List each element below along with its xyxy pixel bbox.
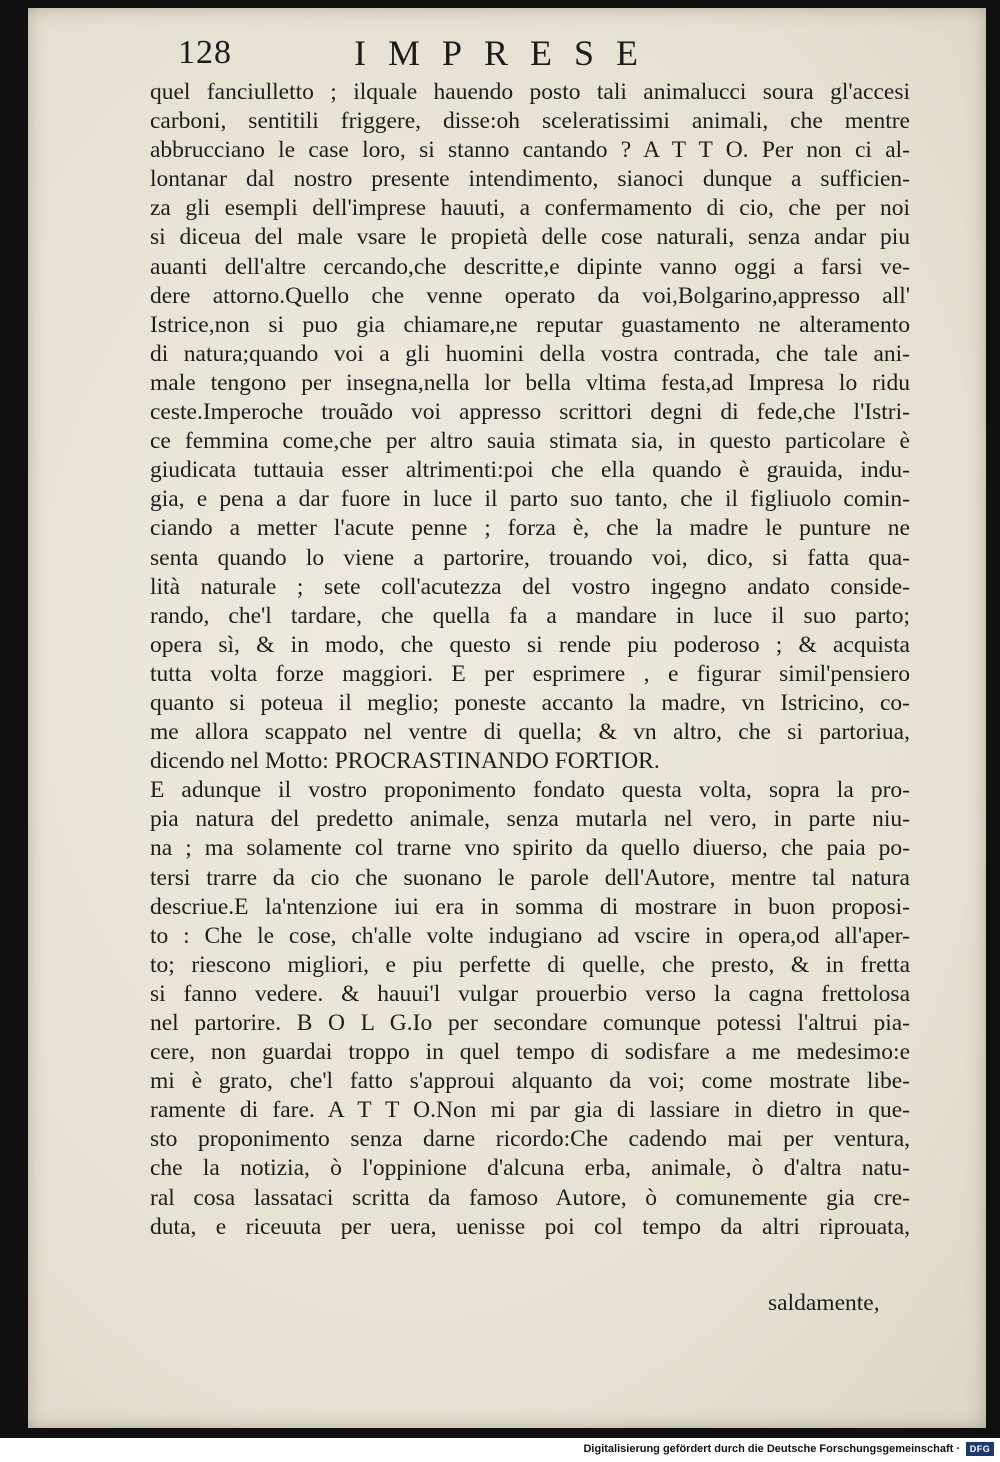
text-line: carboni, sentitili friggere, disse:oh sceleratissimi animali, che mentre: [150, 108, 910, 135]
running-head: [178, 28, 738, 78]
catchword: saldamente,: [768, 1290, 880, 1316]
text-line: auanti dell'altre cercando,che descritte,e dipinte vanno oggi a farsi ve-: [150, 253, 910, 280]
text-line: rando, che'l tardare, che quella fa a mandare in luce il suo parto;: [150, 602, 910, 629]
text-line: ce femmina come,che per altro sauia stimata sia, in questo particolare è: [150, 428, 910, 455]
text-line: lità naturale ; sete coll'acutezza del vostro ingegno andato conside-: [150, 573, 910, 600]
text-line: cere, non guardai troppo in quel tempo di sodisfare a me medesimo:e: [150, 1039, 910, 1066]
text-line: za gli esempli dell'imprese hauuti, a confermamento di cio, che per noi: [150, 195, 910, 222]
text-line: dicendo nel Motto: PROCRASTINANDO FORTIOR.: [150, 748, 660, 775]
text-line: opera sì, & in modo, che questo si rende piu poderoso ; & acquista: [150, 631, 910, 658]
text-line: giudicata tuttauia esser altrimenti:poi che ella quando è grauida, indu-: [150, 457, 910, 484]
text-line: si fanno vedere. & hauui'l vulgar prouerbio verso la cagna frettolosa: [150, 980, 910, 1007]
text-line: lontanar dal nostro presente intendimento, sianoci dunque a sufficien-: [150, 166, 910, 193]
text-line: nel partorire. B O L G.Io per secondare comunque potessi l'altrui pia-: [150, 1010, 910, 1036]
text-line: E adunque il vostro proponimento fondato questa volta, sopra la pro-: [150, 777, 910, 804]
text-line: quanto si poteua il meglio; poneste accanto la madre, vn Istricino, co-: [150, 689, 910, 716]
footer-bar: [0, 1438, 1000, 1462]
text-line: sto proponimento senza darne ricordo:Che cadendo mai per ventura,: [150, 1126, 910, 1153]
book-page: [28, 8, 986, 1428]
dfg-logo: DFG: [966, 1442, 994, 1456]
text-line: che la notizia, ò l'oppinione d'alcuna erba, animale, ò d'altra natu-: [150, 1155, 910, 1182]
text-line: mi è grato, che'l fatto s'approui alquanto da voi; come mostrate libe-: [150, 1068, 910, 1095]
text-line: to; riescono migliori, e piu perfette di quelle, che presto, & in fretta: [150, 951, 910, 978]
text-line: to : Che le cose, ch'alle volte indugiano ad vscire in opera,od all'aper-: [150, 922, 910, 949]
text-line: descriue.E la'ntenzione iui era in somma di mostrare in buon proposi-: [150, 893, 910, 920]
text-line: dere attorno.Quello che venne operato da voi,Bolgarino,appresso all': [150, 282, 910, 309]
funding-credit: Digitalisierung gefördert durch die Deutsche Forschungsgemeinschaft ·: [583, 1443, 960, 1455]
text-line: me allora scappato nel ventre di quella; & vn altro, che si partoriua,: [150, 719, 910, 746]
text-line: male tengono per insegna,nella lor bella vltima festa,ad Impresa lo ridu: [150, 369, 910, 396]
text-line: Istrice,non si puo gia chiamare,ne reputar guastamento ne alteramento: [150, 311, 910, 338]
text-line: abbrucciano le case loro, si stanno cantando ? A T T O. Per non ci al-: [150, 137, 910, 164]
page-number: 128: [178, 34, 232, 71]
text-line: ramente di fare. A T T O.Non mi par gia di lassiare in dietro in que-: [150, 1097, 910, 1124]
text-line: tutta volta forze maggiori. E per esprimere , e figurar simil'pensiero: [150, 660, 910, 687]
text-line: ral cosa lassataci scritta da famoso Autore, ò comunemente gia cre-: [150, 1184, 910, 1211]
text-line: senta quando lo viene a partorire, trouando voi, dico, si fatta qua-: [150, 544, 910, 571]
text-line: na ; ma solamente col trarne vno spirito da quello diuerso, che paia po-: [150, 835, 910, 862]
text-line: ciando a metter l'acute penne ; forza è, che la madre le punture ne: [150, 515, 910, 542]
text-line: si diceua del male vsare le propietà delle cose naturali, senza andar piu: [150, 224, 910, 251]
text-line: pia natura del predetto animale, senza mutarla nel vero, in parte niu-: [150, 806, 910, 833]
text-line: duta, e riceuuta per uera, uenisse poi col tempo da altri riprouata,: [150, 1213, 910, 1240]
body-text: [150, 78, 910, 1242]
text-line: gia, e pena a dar fuore in luce il parto suo tanto, che il figliuolo comin-: [150, 486, 910, 513]
text-line: tersi trarre da cio che suonano le parole dell'Autore, mentre tal natura: [150, 864, 910, 891]
text-line: quel fanciulletto ; ilquale hauendo posto tali animalucci soura gl'accesi: [150, 79, 910, 105]
text-line: di natura;quando voi a gli huomini della vostra contrada, che tale ani-: [150, 340, 910, 367]
page-header-title: IMPRESE: [354, 33, 661, 73]
text-line: ceste.Imperoche trouãdo voi appresso scrittori degni di fede,che l'Istri-: [150, 399, 910, 426]
